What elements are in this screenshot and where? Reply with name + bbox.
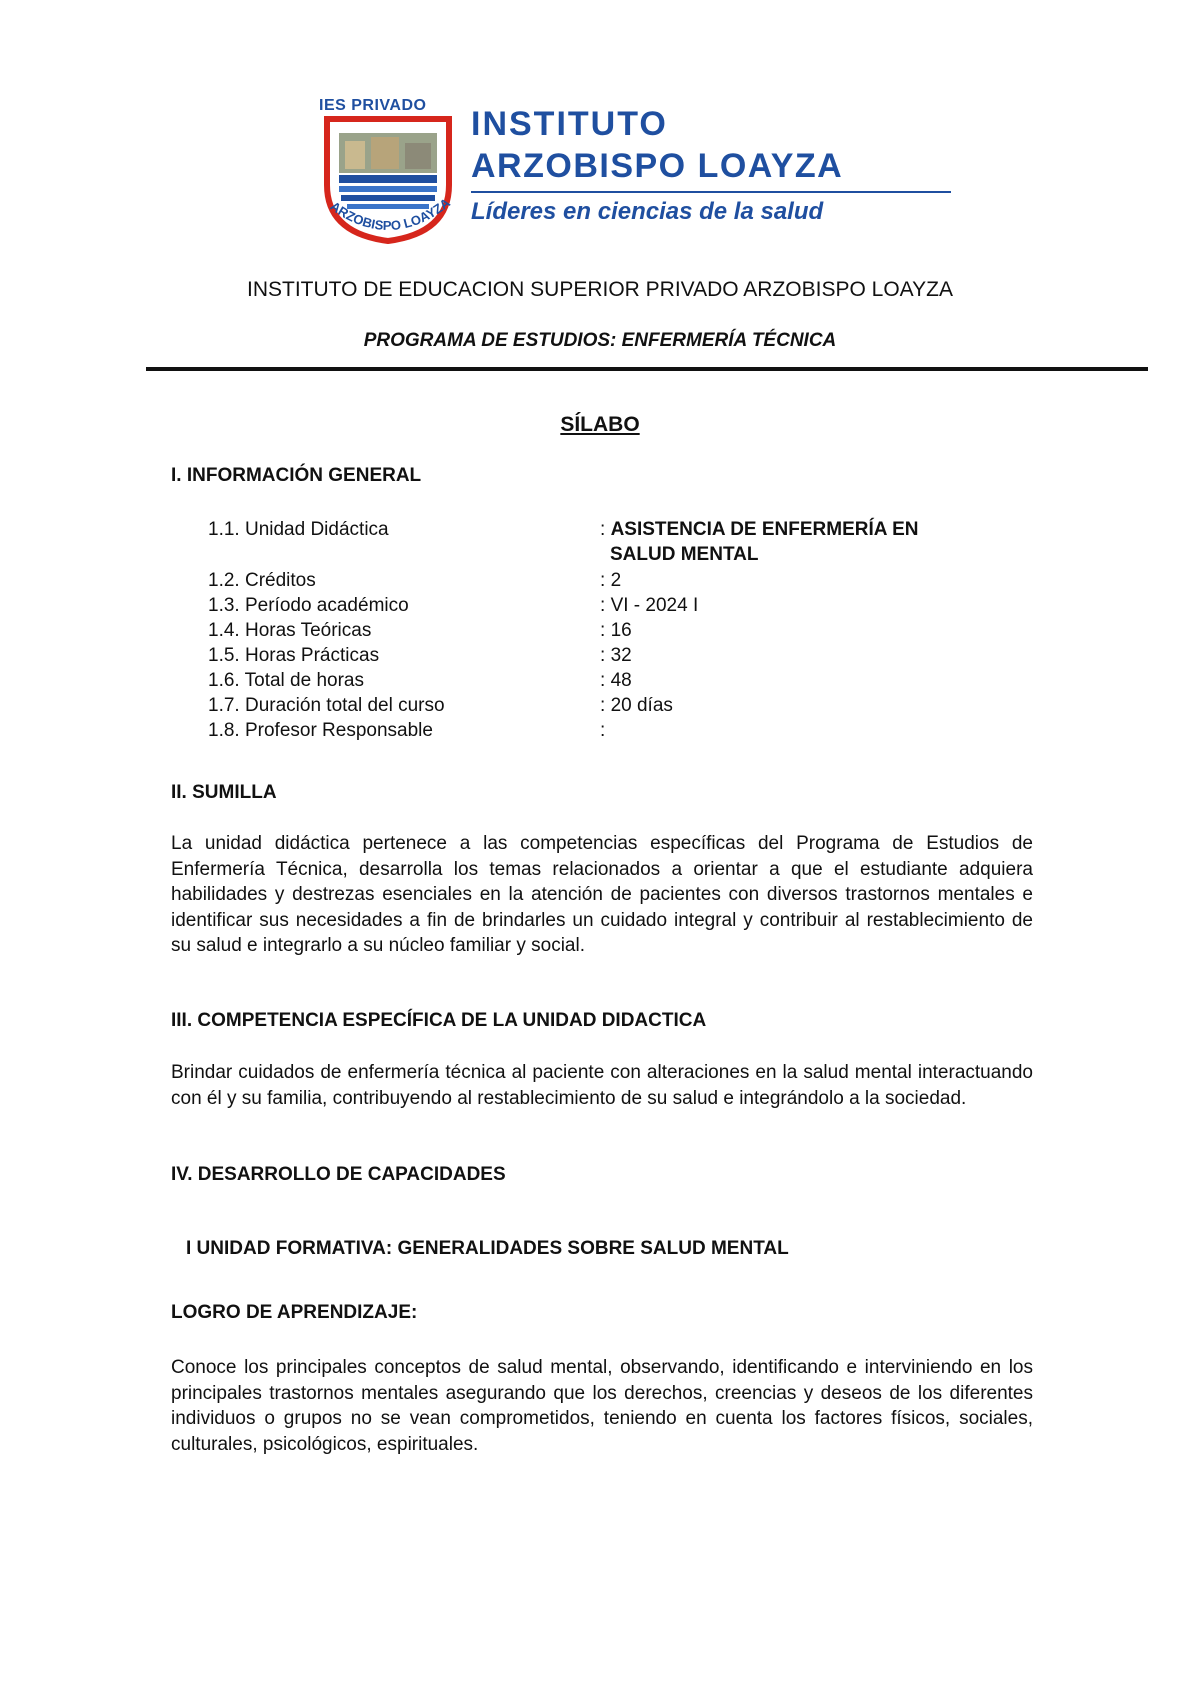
info-label: 1.2. Créditos: [208, 570, 316, 591]
info-value: : ASISTENCIA DE ENFERMERÍA EN: [600, 519, 919, 540]
info-label: 1.4. Horas Teóricas: [208, 620, 372, 641]
info-value: : 2: [600, 570, 622, 591]
info-value: : 48: [600, 670, 632, 691]
info-value: : 16: [600, 620, 632, 641]
info-value: :: [600, 720, 606, 741]
info-row: [208, 620, 1028, 645]
logo-title-line2: ARZOBISPO LOAYZA: [471, 147, 844, 185]
info-row: [208, 519, 1028, 570]
document-title: SÍLABO: [560, 413, 640, 436]
info-value: : 32: [600, 645, 632, 666]
header-divider: [146, 367, 1148, 371]
svg-text:ARZOBISPO LOAYZA: ARZOBISPO LOAYZA: [327, 195, 453, 234]
info-row: [208, 720, 1028, 745]
unit-heading: I UNIDAD FORMATIVA: GENERALIDADES SOBRE SALUD MENTAL: [186, 1238, 789, 1259]
info-row: [208, 570, 1028, 595]
section-heading-sumilla: II. SUMILLA: [171, 782, 277, 803]
logo-divider: [471, 191, 951, 193]
info-value: : 20 días: [600, 695, 673, 716]
shield-emblem: [313, 95, 463, 255]
info-row: [208, 670, 1028, 695]
logo-tagline: Líderes en ciencias de la salud: [471, 198, 824, 225]
section-heading-general-info: I. INFORMACIÓN GENERAL: [171, 465, 422, 486]
competencia-paragraph: Brindar cuidados de enfermería técnica al paciente con alteraciones en la salud mental interactuando con él y su familia, contribuyendo al restablecimiento de su salud e integrándolo a la sociedad.: [171, 1062, 1033, 1109]
logro-label: LOGRO DE APRENDIZAJE:: [171, 1302, 418, 1323]
seal-text-arc: [313, 195, 463, 255]
institution-name: INSTITUTO DE EDUCACION SUPERIOR PRIVADO ARZOBISPO LOAYZA: [247, 278, 953, 301]
logo-badge-text: IES PRIVADO: [319, 97, 427, 114]
info-label: 1.8. Profesor Responsable: [208, 720, 433, 741]
logro-paragraph: Conoce los principales conceptos de salud mental, observando, identificando e interviniendo en los principales trastornos mentales asegurando que los derechos, creencias y deseos de los diferentes individuos o grupos no se vean comprometidos, teniendo en cuenta los factores físicos, sociales, culturales, psicológicos, espirituales.: [171, 1357, 1033, 1455]
info-value-continued: SALUD MENTAL: [610, 544, 759, 565]
institute-logo: [313, 95, 973, 255]
info-row: [208, 595, 1028, 620]
general-info-list: [208, 519, 1028, 745]
info-row: [208, 645, 1028, 670]
info-label: 1.1. Unidad Didáctica: [208, 519, 389, 540]
section-heading-competencia: III. COMPETENCIA ESPECÍFICA DE LA UNIDAD DIDACTICA: [171, 1010, 707, 1031]
info-label: 1.6. Total de horas: [208, 670, 364, 691]
info-row: [208, 695, 1028, 720]
info-label: 1.3. Período académico: [208, 595, 409, 616]
info-value: : VI - 2024 I: [600, 595, 699, 616]
sumilla-paragraph: La unidad didáctica pertenece a las competencias específicas del Programa de Estudios de Enfermería Técnica, desarrolla los temas relacionados a orientar a que el estudiante adquiera habilidades y destrezas esenciales en la atención de pacientes con diversos trastornos mentales e identificar sus necesidades a fin de brindarles un cuidado integral y contribuir al restablecimiento de su salud e integrarlo a su núcleo familiar y social.: [171, 833, 1033, 956]
program-title: PROGRAMA DE ESTUDIOS: ENFERMERÍA TÉCNICA: [363, 330, 837, 351]
logo-title-line1: INSTITUTO: [471, 105, 668, 143]
info-label: 1.5. Horas Prácticas: [208, 645, 380, 666]
info-label: 1.7. Duración total del curso: [208, 695, 445, 716]
section-heading-capacidades: IV. DESARROLLO DE CAPACIDADES: [171, 1164, 506, 1185]
